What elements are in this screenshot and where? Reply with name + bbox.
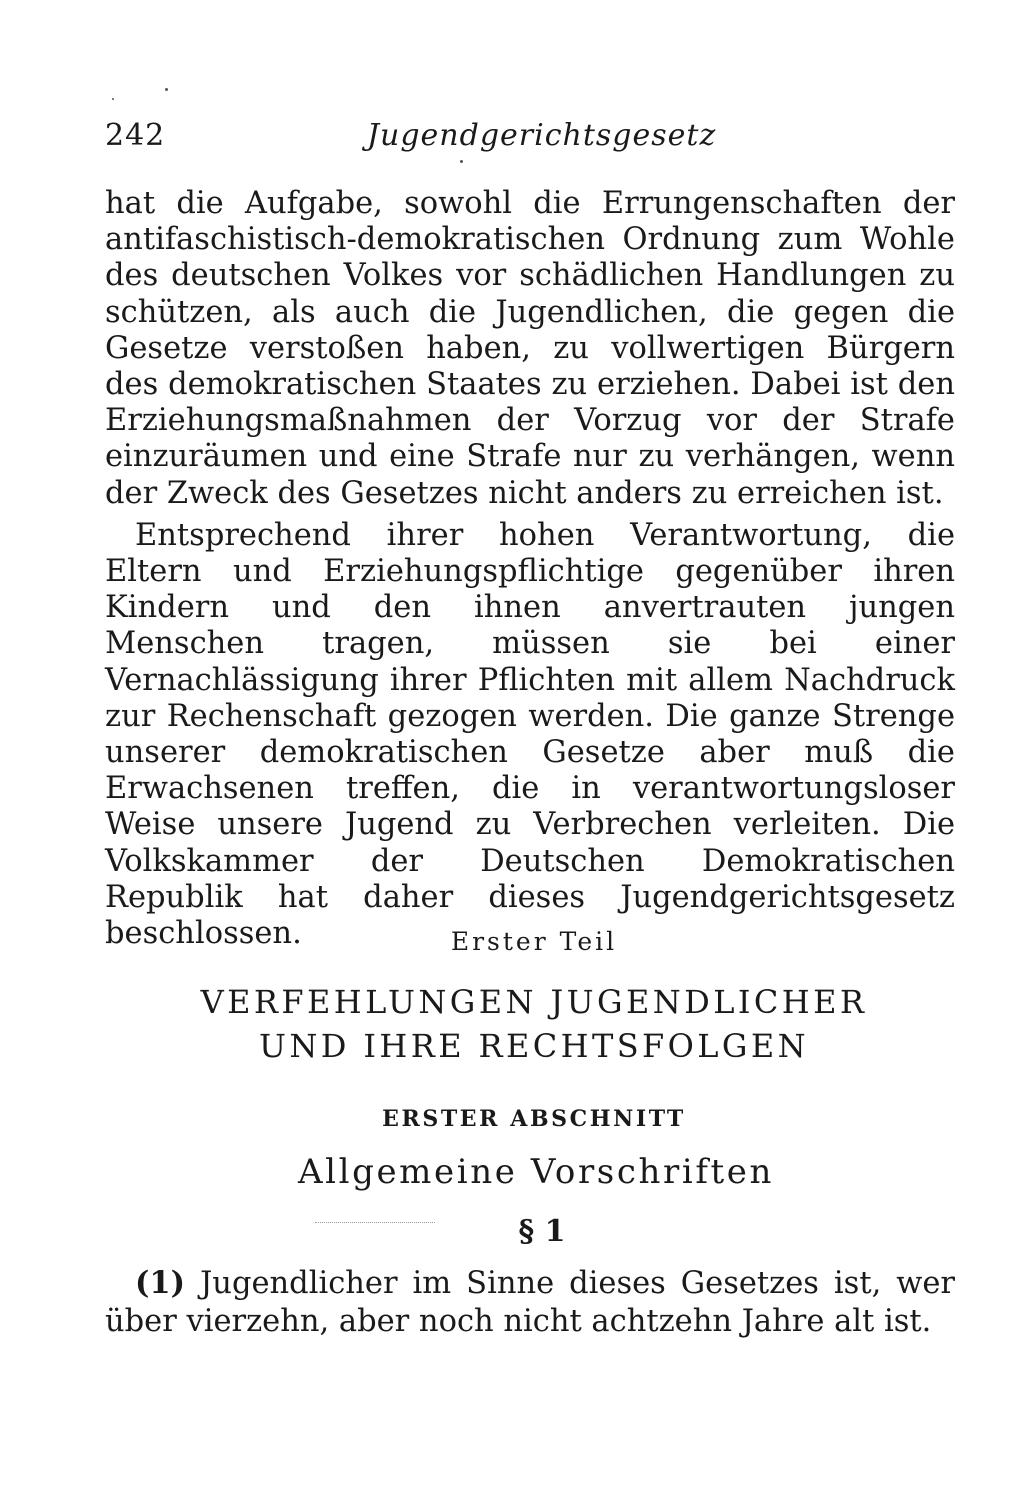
scan-speck xyxy=(165,88,168,91)
article-paragraph-1 xyxy=(105,1264,955,1341)
running-title: Jugendgerichtsgesetz xyxy=(367,118,717,153)
part-label: Erster Teil xyxy=(450,927,618,956)
paragraph-sign: § 1 xyxy=(518,1214,566,1249)
section-title: Allgemeine Vorschriften xyxy=(298,1152,774,1192)
scan-speck xyxy=(112,98,114,100)
document-page xyxy=(105,0,955,1489)
part-title-line-2: UND IHRE RECHTSFOLGEN xyxy=(258,1027,810,1065)
page-number: 242 xyxy=(105,118,166,153)
article-paragraph-body: Jugendlicher im Sinne dieses Gesetzes ist, wer über vierzehn, aber noch nicht achtzehn Jahre alt ist. xyxy=(105,1266,955,1339)
part-title-line-1: VERFEHLUNGEN JUGENDLICHER xyxy=(200,983,868,1021)
preamble-text xyxy=(105,186,955,958)
article-paragraph-number: (1) xyxy=(135,1265,186,1301)
scan-speck xyxy=(460,160,463,163)
running-head xyxy=(105,118,955,158)
section-label: ERSTER ABSCHNITT xyxy=(382,1106,686,1132)
preamble-paragraph-2: Entsprechend ihrer hohen Verantwortung, die Eltern und Erziehungspflichtige gegenüber ihren Kindern und den ihnen anvertrauten jungen Menschen tragen, müssen sie bei einer Vernachlässigung ihrer Pflichten mit allem Nachdruck zur Rechenschaft gezogen werden. Die ganze Strenge unserer demokratischen Gesetze aber muß die Erwachsenen treffen, die in verantwortungsloser Weise unsere Jugend zu Verbrechen verleiten. Die Volkskammer der Deutschen Demokratischen Republik hat daher dieses Jugendgerichtsgesetz beschlossen. xyxy=(105,517,955,952)
part-title xyxy=(105,980,955,1068)
article-text xyxy=(105,1264,955,1341)
preamble-paragraph-1: hat die Aufgabe, sowohl die Errungenschaften der antifaschistisch-demokratischen Ordnung zum Wohle des deutschen Volkes vor schädlichen Handlungen zu schützen, als auch die Jugendlichen, die gegen die Gesetze verstoßen haben, zu vollwertigen Bürgern des demokratischen Staates zu erziehen. Dabei ist den Erziehungsmaßnahmen der Vorzug vor der Strafe einzuräumen und eine Strafe nur zu verhängen, wenn der Zweck des Gesetzes nicht anders zu erreichen ist. xyxy=(105,186,955,511)
